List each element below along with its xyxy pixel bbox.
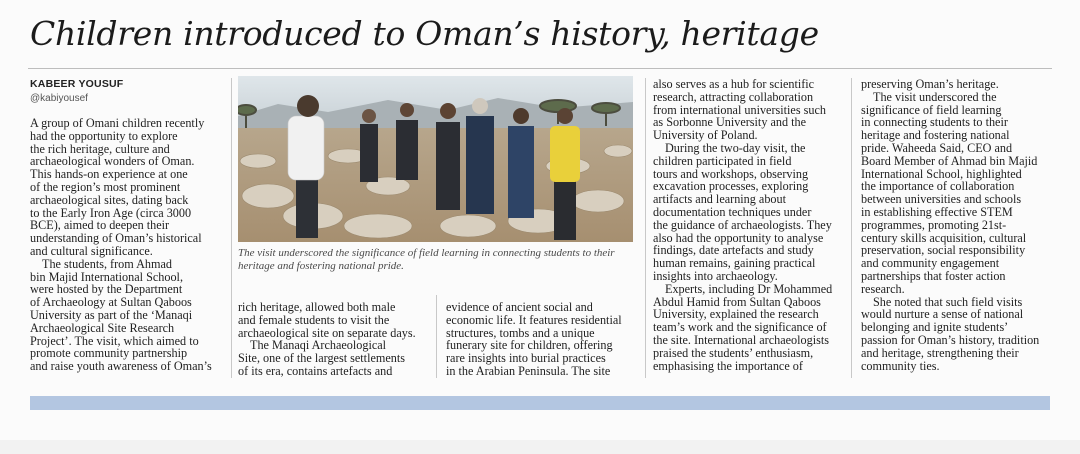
article-line: of the region’s most prominent (30, 179, 181, 194)
article-line: The Manaqi Archaeological (250, 338, 387, 353)
article-line: and female students to visit the (238, 312, 390, 327)
article-line: from international universities such (653, 102, 826, 117)
article-line: University as part of the ‘Manaqi (30, 307, 193, 322)
article-line: economic life. It features residential (446, 312, 622, 327)
article-line: Site, one of the largest settlements (238, 351, 405, 366)
column-divider (436, 295, 437, 378)
article-line: of its era, contains artefacts and (238, 363, 393, 378)
article-line: the rich heritage, culture and (30, 141, 170, 156)
article-line: funerary site for children, offering (446, 338, 613, 353)
article-line: also had the opportunity to analyse (653, 230, 824, 245)
article-line: emphasising the importance of (653, 358, 803, 373)
article-line: The students, from Ahmad (42, 256, 172, 271)
photo-caption-line-1: The visit underscored the significance of field learning in connecting students to their (238, 247, 615, 259)
article-column-1 (30, 117, 226, 373)
article-line: archaeological wonders of Oman. (30, 154, 195, 169)
article-line: promote community partnership (30, 346, 188, 361)
article-line: insights into archaeology. (653, 268, 778, 283)
article-line: in establishing effective STEM (861, 204, 1013, 219)
photo-caption (238, 247, 633, 273)
article-line: to the Early Iron Age (circa 3000 (30, 205, 192, 220)
photo-caption-line-2: heritage and fostering national pride. (238, 260, 404, 272)
column-divider (851, 78, 852, 378)
article-line: the importance of collaboration (861, 179, 1015, 194)
article-column-5 (861, 78, 1051, 372)
article-line: University of Poland. (653, 128, 758, 143)
article-line: pride. Waheeda Said, CEO and (861, 140, 1013, 155)
article-line: and heritage, strengthening their (861, 345, 1019, 360)
article-line: excavation processes, exploring (653, 179, 809, 194)
article-line: preservation, social responsibility (861, 243, 1026, 258)
article-line: between universities and schools (861, 192, 1022, 207)
article-line: belonging and ignite students’ (861, 320, 1009, 335)
article-line: significance of field learning (861, 102, 1002, 117)
article-line: the guidance of archaeologists. They (653, 217, 832, 232)
article-line: archaeological site on separate days. (238, 325, 416, 340)
article-line: and community engagement (861, 256, 1000, 271)
article-line: artifacts and learning about (653, 192, 786, 207)
article-line: programmes, promoting 21st- (861, 217, 1007, 232)
article-line: praised the students’ enthusiasm, (653, 345, 814, 360)
article-line: of Archaeology at Sultan Qaboos (30, 295, 192, 310)
article-line: understanding of Oman’s historical (30, 231, 202, 246)
page-footer-bar (30, 396, 1050, 410)
article-line: research. (861, 281, 905, 296)
article-line: tours and workshops, observing (653, 166, 809, 181)
article-line: partnerships that foster action (861, 268, 1006, 283)
article-line: community ties. (861, 358, 940, 373)
article-line: in connecting students to their (861, 115, 1008, 130)
article-line: passion for Oman’s history, tradition (861, 332, 1040, 347)
headline-rule (28, 68, 1052, 69)
article-line: bin Majid International School, (30, 269, 183, 284)
article-line: had the opportunity to explore (30, 128, 178, 143)
article-line: were hosted by the Department (30, 282, 183, 297)
article-line: Archaeological Site Research (30, 320, 175, 335)
article-line: documentation techniques under (653, 204, 812, 219)
article-line: the site. International archaeologists (653, 332, 829, 347)
column-divider (645, 78, 646, 378)
article-line: human remains, gaining practical (653, 256, 816, 271)
field-visit-photo (238, 76, 633, 242)
article-line: findings, date artefacts and study (653, 243, 814, 258)
article-line: in the Arabian Peninsula. The site (446, 363, 611, 378)
article-line: International School, highlighted (861, 166, 1022, 181)
article-line: preserving Oman’s heritage. (861, 77, 999, 91)
article-line: archaeological sites, dating back (30, 192, 189, 207)
byline-author: KABEER YOUSUF (30, 78, 124, 90)
article-photo (238, 76, 633, 242)
person-yellow-shirt (550, 108, 580, 240)
article-line: would nurture a sense of national (861, 307, 1024, 322)
article-column-4 (653, 78, 845, 372)
article-line: heritage and fostering national (861, 128, 1010, 143)
article-line: and cultural significance. (30, 243, 153, 258)
article-line: This hands-on experience at one (30, 167, 188, 182)
article-line: as Sorbonne University and the (653, 115, 806, 130)
article-line: and raise youth awareness of Oman’s (30, 359, 212, 374)
article-line: research, attracting collaboration (653, 89, 814, 104)
article-line: Abdul Hamid from Sultan Qaboos (653, 294, 821, 309)
article-line: structures, tombs and a unique (446, 325, 595, 340)
article-line: She noted that such field visits (873, 294, 1023, 309)
headline: Children introduced to Oman’s history, heritage (30, 14, 819, 53)
article-line: BCE), aimed to deepen their (30, 218, 170, 233)
article-line: A group of Omani children recently (30, 116, 205, 130)
column-divider (231, 78, 232, 378)
article-line: team’s work and the significance of (653, 320, 827, 335)
article-line: rare insights into burial practices (446, 351, 606, 366)
article-line: Board Member of Ahmad bin Majid (861, 153, 1038, 168)
article-line: During the two-day visit, the (665, 140, 806, 155)
article-line: The visit underscored the (873, 89, 997, 104)
article-line: century skills acquisition, cultural (861, 230, 1027, 245)
article-line: University, explained the research (653, 307, 819, 322)
article-column-2 (238, 301, 428, 378)
article-line: Experts, including Dr Mohammed (665, 281, 833, 296)
article-line: children participated in field (653, 153, 792, 168)
article-line: Project’. The visit, which aimed to (30, 333, 199, 348)
article-line: rich heritage, allowed both male (238, 300, 396, 314)
article-line: also serves as a hub for scientific (653, 77, 815, 91)
byline-handle: @kabiyousef (30, 93, 88, 104)
article-column-3 (446, 301, 636, 378)
article-line: evidence of ancient social and (446, 300, 593, 314)
